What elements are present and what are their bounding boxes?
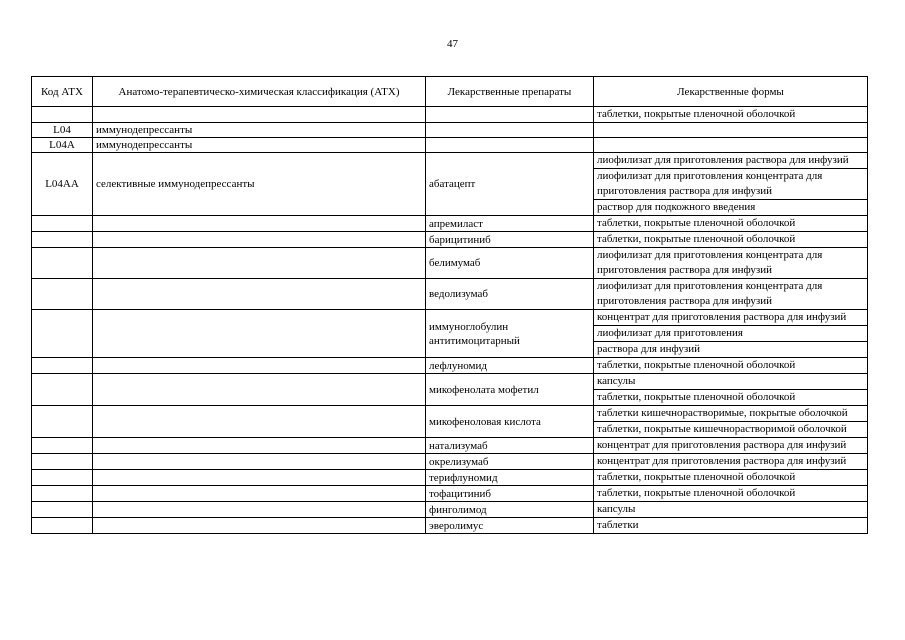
atx-classification-cell (93, 470, 426, 486)
header-dosage-forms: Лекарственные формы (594, 77, 868, 107)
table-row (32, 123, 868, 138)
dosage-form-cell: таблетки, покрытые пленочной оболочкой (594, 486, 868, 502)
atx-classification-cell (93, 486, 426, 502)
drug-name-cell: барицитиниб (426, 232, 594, 248)
table-row (32, 138, 868, 153)
drug-name-cell: ведолизумаб (426, 279, 594, 310)
drug-name-cell: эверолимус (426, 518, 594, 534)
table-row (32, 502, 868, 518)
table-header-row (32, 77, 868, 107)
atx-code-cell (32, 279, 93, 310)
header-drugs: Лекарственные препараты (426, 77, 594, 107)
header-atx-classification: Анатомо-терапевтическо-химическая классификация (АТХ) (93, 77, 426, 107)
drug-name-cell: апремиласт (426, 216, 594, 232)
atx-code-cell (32, 232, 93, 248)
table-row (32, 216, 868, 232)
atx-drug-table (31, 76, 868, 534)
atx-code-cell (32, 358, 93, 374)
dosage-form-cell (594, 138, 868, 153)
atx-code-cell (32, 310, 93, 358)
atx-classification-cell (93, 232, 426, 248)
dosage-form-cell: таблетки кишечнорастворимые, покрытые оболочкой (594, 406, 868, 422)
atx-classification-cell (93, 358, 426, 374)
atx-classification-cell (93, 107, 426, 123)
dosage-form-cell: лиофилизат для приготовления (594, 326, 868, 342)
drug-name-cell: финголимод (426, 502, 594, 518)
table-row (32, 248, 868, 279)
atx-code-cell: L04 (32, 123, 93, 138)
drug-name-cell: микофеноловая кислота (426, 406, 594, 438)
dosage-form-cell: концентрат для приготовления раствора для инфузий (594, 454, 868, 470)
atx-code-cell (32, 454, 93, 470)
atx-classification-cell (93, 438, 426, 454)
drug-name-cell: терифлуномид (426, 470, 594, 486)
atx-code-cell (32, 406, 93, 438)
table-row (32, 232, 868, 248)
drug-name-cell: микофенолата мофетил (426, 374, 594, 406)
drug-name-cell (426, 107, 594, 123)
atx-code-cell (32, 216, 93, 232)
atx-classification-cell (93, 518, 426, 534)
dosage-form-cell: капсулы (594, 502, 868, 518)
table-row (32, 470, 868, 486)
dosage-form-cell: таблетки, покрытые пленочной оболочкой (594, 216, 868, 232)
dosage-form-cell: концентрат для приготовления раствора для инфузий (594, 310, 868, 326)
atx-classification-cell (93, 406, 426, 438)
dosage-form-cell: лиофилизат для приготовления концентрата для приготовления раствора для инфузий (594, 279, 868, 310)
table-row (32, 406, 868, 422)
dosage-form-cell: раствор для подкожного введения (594, 200, 868, 216)
dosage-form-cell: таблетки, покрытые кишечнорастворимой оболочкой (594, 422, 868, 438)
atx-code-cell (32, 470, 93, 486)
dosage-form-cell: таблетки, покрытые пленочной оболочкой (594, 107, 868, 123)
atx-code-cell (32, 248, 93, 279)
dosage-form-cell: таблетки, покрытые пленочной оболочкой (594, 470, 868, 486)
drug-name-cell: иммуноглобулин антитимоцитарный (426, 310, 594, 358)
table-row (32, 486, 868, 502)
atx-code-cell (32, 502, 93, 518)
atx-code-cell: L04AA (32, 153, 93, 216)
dosage-form-cell: таблетки, покрытые пленочной оболочкой (594, 358, 868, 374)
dosage-form-cell: капсулы (594, 374, 868, 390)
drug-name-cell (426, 123, 594, 138)
atx-code-cell (32, 107, 93, 123)
drug-name-cell: тофацитиниб (426, 486, 594, 502)
atx-code-cell (32, 438, 93, 454)
drug-name-cell: окрелизумаб (426, 454, 594, 470)
drug-name-cell: лефлуномид (426, 358, 594, 374)
dosage-form-cell: таблетки (594, 518, 868, 534)
table-row (32, 358, 868, 374)
table-row (32, 438, 868, 454)
atx-classification-cell (93, 454, 426, 470)
atx-code-cell (32, 486, 93, 502)
drug-name-cell: белимумаб (426, 248, 594, 279)
dosage-form-cell: лиофилизат для приготовления раствора для инфузий (594, 153, 868, 169)
atx-classification-cell (93, 374, 426, 406)
drug-name-cell (426, 138, 594, 153)
atx-classification-cell (93, 502, 426, 518)
table-row (32, 518, 868, 534)
table-row (32, 279, 868, 310)
table-row (32, 153, 868, 169)
drug-name-cell: абатацепт (426, 153, 594, 216)
table-body (32, 107, 868, 534)
dosage-form-cell: лиофилизат для приготовления концентрата для приготовления раствора для инфузий (594, 248, 868, 279)
dosage-form-cell: таблетки, покрытые пленочной оболочкой (594, 232, 868, 248)
page-number: 47 (447, 38, 458, 50)
dosage-form-cell: лиофилизат для приготовления концентрата для приготовления раствора для инфузий (594, 169, 868, 200)
atx-classification-cell (93, 310, 426, 358)
table-row (32, 454, 868, 470)
atx-classification-cell: селективные иммунодепрессанты (93, 153, 426, 216)
atx-classification-cell (93, 279, 426, 310)
dosage-form-cell: раствора для инфузий (594, 342, 868, 358)
dosage-form-cell: концентрат для приготовления раствора для инфузий (594, 438, 868, 454)
atx-code-cell (32, 518, 93, 534)
atx-code-cell (32, 374, 93, 406)
dosage-form-cell (594, 123, 868, 138)
atx-classification-cell: иммунодепрессанты (93, 123, 426, 138)
atx-classification-cell (93, 248, 426, 279)
atx-code-cell: L04A (32, 138, 93, 153)
atx-classification-cell (93, 216, 426, 232)
table-row (32, 310, 868, 326)
atx-classification-cell: иммунодепрессанты (93, 138, 426, 153)
header-atx-code: Код АТХ (32, 77, 93, 107)
dosage-form-cell: таблетки, покрытые пленочной оболочкой (594, 390, 868, 406)
table-row (32, 107, 868, 123)
drug-name-cell: натализумаб (426, 438, 594, 454)
table-row (32, 374, 868, 390)
